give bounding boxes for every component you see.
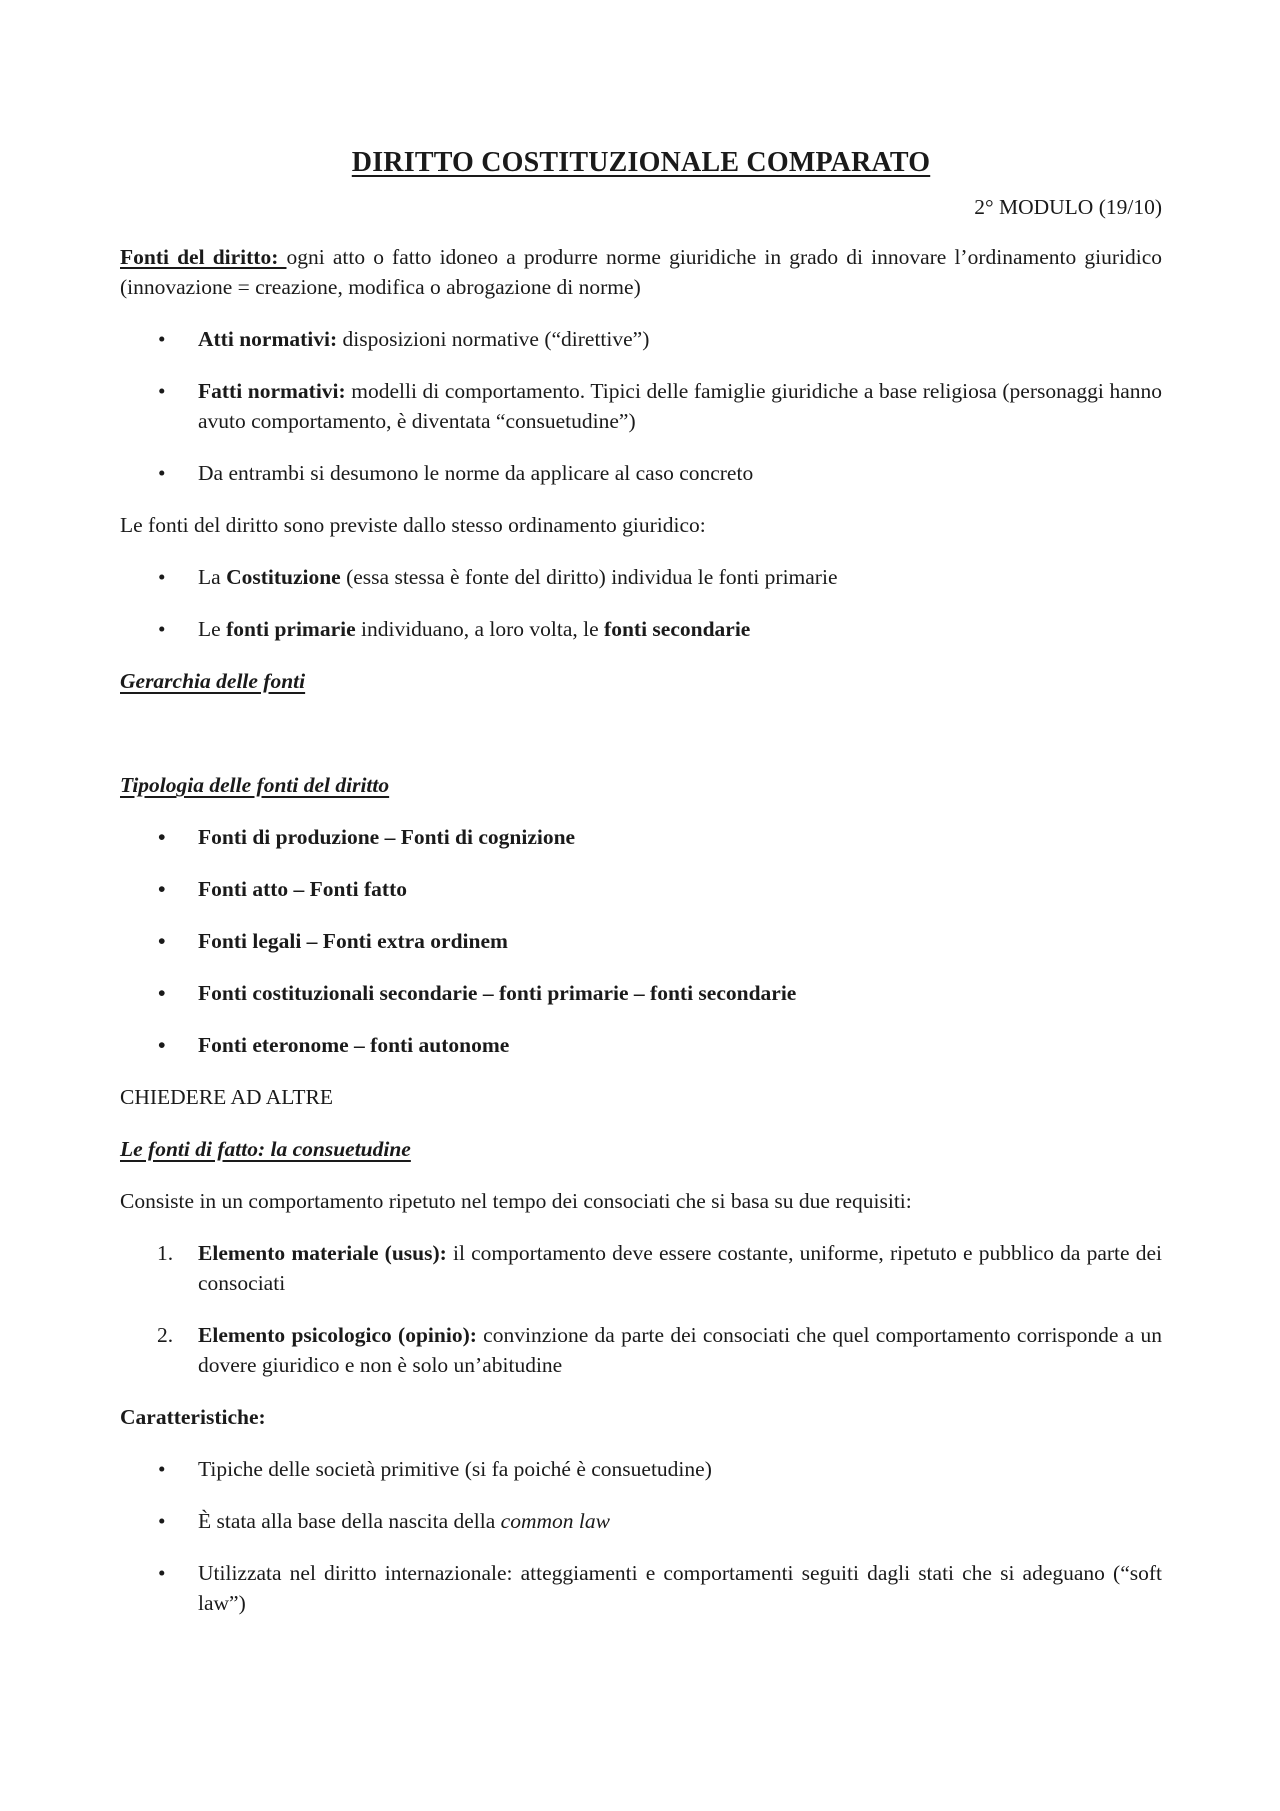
characteristics-list <box>120 1454 1162 1618</box>
list-item: • Tipiche delle società primitive (si fa poiché è consuetudine) <box>120 1454 1162 1484</box>
list-item: • Atti normativi: disposizioni normative (“direttive”) <box>120 324 1162 354</box>
note-line: CHIEDERE AD ALTRE <box>120 1085 334 1109</box>
bullet-icon: • <box>158 825 166 849</box>
bullet-icon: • <box>158 379 166 403</box>
list-number: 2. <box>157 1323 174 1347</box>
list-item: • Utilizzata nel diritto internazionale: atteggiamenti e comportamenti seguiti dagli stati che si adeguano (“soft law”) <box>120 1558 1162 1618</box>
intro-paragraph <box>120 242 1162 302</box>
heading-caratteristiche: Caratteristiche: <box>120 1405 266 1429</box>
normative-list <box>120 324 1162 488</box>
bullet-icon: • <box>158 1561 166 1585</box>
sources-list <box>120 562 1162 644</box>
list-item: • Fonti legali – Fonti extra ordinem <box>120 926 1162 956</box>
list-item: 2. Elemento psicologico (opinio): convinzione da parte dei consociati che quel comportamento corrisponde a un dovere giuridico e non è solo un’abitudine <box>120 1320 1162 1380</box>
intro-term: Fonti del diritto: <box>120 245 287 269</box>
list-number: 1. <box>157 1241 174 1265</box>
list-item: • Fonti eteronome – fonti autonome <box>120 1030 1162 1060</box>
bullet-icon: • <box>158 1457 166 1481</box>
bullet-icon: • <box>158 929 166 953</box>
list-item: • Da entrambi si desumono le norme da applicare al caso concreto <box>120 458 1162 488</box>
typology-list <box>120 822 1162 1060</box>
list-item: 1. Elemento materiale (usus): il comportamento deve essere costante, uniforme, ripetuto e pubblico da parte dei consociati <box>120 1238 1162 1298</box>
heading-tipologia: Tipologia delle fonti del diritto <box>120 773 390 797</box>
bullet-icon: • <box>158 565 166 589</box>
requisites-list <box>120 1238 1162 1380</box>
consuetudine-intro: Consiste in un comportamento ripetuto nel tempo dei consociati che si basa su due requisiti: <box>120 1189 912 1213</box>
bullet-icon: • <box>158 617 166 641</box>
bullet-icon: • <box>158 981 166 1005</box>
bullet-icon: • <box>158 461 166 485</box>
bullet-icon: • <box>158 1509 166 1533</box>
document-title: DIRITTO COSTITUZIONALE COMPARATO <box>351 147 931 178</box>
list-item: • Fatti normativi: modelli di comportamento. Tipici delle famiglie giuridiche a base religiosa (personaggi hanno avuto comportamento, è diventata “consuetudine”) <box>120 376 1162 436</box>
list-item: • È stata alla base della nascita della common law <box>120 1506 1162 1536</box>
bullet-icon: • <box>158 1033 166 1057</box>
heading-consuetudine: Le fonti di fatto: la consuetudine <box>120 1137 411 1161</box>
intro-text: ogni atto o fatto idoneo a produrre norme giuridiche in grado di innovare l’ordinamento giuridico (innovazione = creazione, modifica o abrogazione di norme) <box>120 245 1162 299</box>
list-item: • Le fonti primarie individuano, a loro volta, le fonti secondarie <box>120 614 1162 644</box>
list-item: • Fonti di produzione – Fonti di cognizione <box>120 822 1162 852</box>
sources-line: Le fonti del diritto sono previste dallo stesso ordinamento giuridico: <box>120 513 706 537</box>
bullet-icon: • <box>158 877 166 901</box>
list-item: • La Costituzione (essa stessa è fonte del diritto) individua le fonti primarie <box>120 562 1162 592</box>
module-label: 2° MODULO (19/10) <box>974 195 1162 219</box>
heading-gerarchia: Gerarchia delle fonti <box>120 669 306 693</box>
list-item: • Fonti costituzionali secondarie – fonti primarie – fonti secondarie <box>120 978 1162 1008</box>
list-item: • Fonti atto – Fonti fatto <box>120 874 1162 904</box>
bullet-icon: • <box>158 327 166 351</box>
